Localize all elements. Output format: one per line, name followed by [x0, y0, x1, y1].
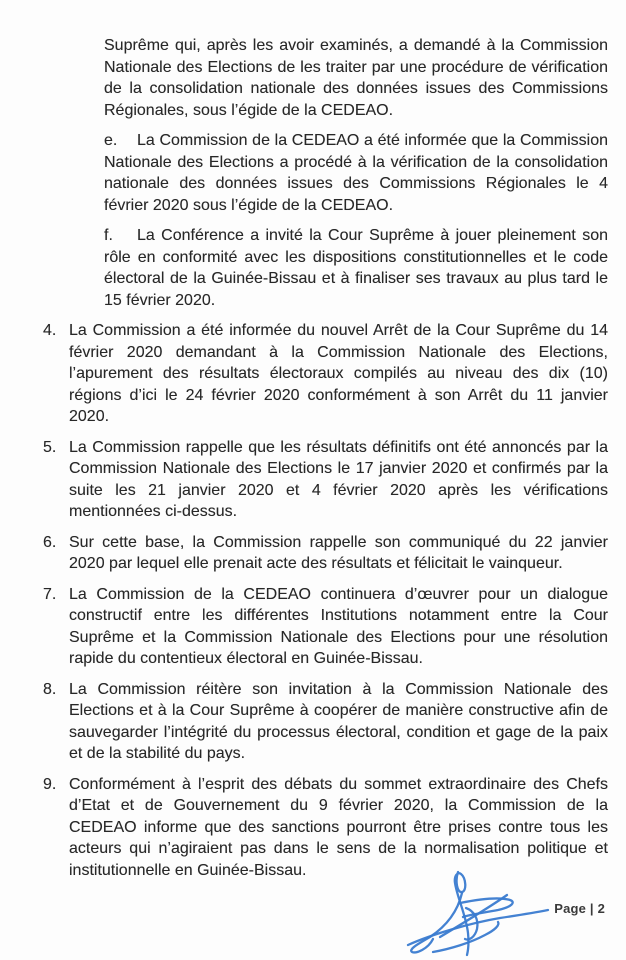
numbered-item-7-number: 7. — [43, 585, 57, 603]
signature-scribble — [400, 855, 580, 960]
page-number: Page | 2 — [554, 901, 605, 916]
numbered-item-9-number: 9. — [43, 775, 57, 793]
numbered-item-4-number: 4. — [43, 322, 57, 339]
numbered-item-8 — [43, 679, 608, 765]
numbered-item-7 — [43, 584, 608, 670]
numbered-item-4-text: La Commission a été informée du nouvel Arrêt de la Cour Suprême du 14 février 2020 demandant à la Commission Nationale des Elections, l’apurement des résultats électoraux compilés au niveau des dix (10) régions d’ici le 24 février 2020 conformément à son Arrêt du 11 janvier 2020. — [69, 322, 608, 425]
numbered-item-7-text: La Commission de la CEDEAO continuera d’œuvrer pour un dialogue constructif entre les différentes Institutions notamment entre la Cour Suprême et la Commission Nationale des Elections pour une résolution rapide du contentieux électoral en Guinée-Bissau. — [69, 585, 608, 667]
numbered-item-6 — [43, 532, 608, 575]
numbered-item-4 — [43, 320, 608, 428]
numbered-item-6-number: 6. — [43, 533, 57, 551]
numbered-item-8-number: 8. — [43, 680, 57, 698]
sub-item-f-label: f. — [104, 227, 113, 244]
sub-item-e-text: La Commission de la CEDEAO a été informée que la Commission Nationale des Elections a procédé à la vérification de la consolidation nationale des données issues des Commissions Régionales le 4 février 2020 sous l’égide de la CEDEAO. — [104, 132, 608, 214]
sub-item-e-label: e. — [104, 132, 118, 149]
sub-item-f-text: La Conférence a invité la Cour Suprême à jouer pleinement son rôle en conformité avec les dispositions constitutionnelles et le code électoral de la Guinée-Bissau et à finaliser ses travaux au plus tard le 15 février 2020. — [104, 227, 608, 309]
numbered-item-8-text: La Commission réitère son invitation à la Commission Nationale des Elections et à la Cour Suprême à coopérer de manière constructive afin de sauvegarder l’intégrité du processus électoral, condition et gage de la paix et de la stabilité du pays. — [69, 680, 608, 762]
sub-item-f — [104, 225, 608, 311]
numbered-item-5-text: La Commission rappelle que les résultats définitifs ont été annoncés par la Commission Nationale des Elections le 17 janvier 2020 et confirmés par la suite les 21 janvier 2020 et 4 février 2020 après les vérifications mentionnées ci-dessus. — [69, 438, 608, 520]
numbered-item-5 — [43, 437, 608, 523]
sub-item-e — [104, 130, 608, 216]
numbered-item-5-number: 5. — [43, 438, 57, 456]
numbered-item-6-text: Sur cette base, la Commission rappelle son communiqué du 22 janvier 2020 par lequel elle prenait acte des résultats et félicitait le vainqueur. — [69, 533, 608, 572]
numbered-item-9-text: Conformément à l’esprit des débats du sommet extraordinaire des Chefs d’Etat et de Gouvernement du 9 février 2020, la Commission de la CEDEAO informe que des sanctions pourront être prises contre tous les acteurs qui n’agiraient pas dans le sens de la normalisation politique et institutionnelle en Guinée-Bissau. — [69, 775, 608, 879]
continuation-paragraph: Suprême qui, après les avoir examinés, a demandé à la Commission Nationale des Elections de les traiter par une procédure de vérification de la consolidation nationale des données issues des Commissions Régionales, sous l’égide de la CEDEAO. — [104, 37, 608, 119]
